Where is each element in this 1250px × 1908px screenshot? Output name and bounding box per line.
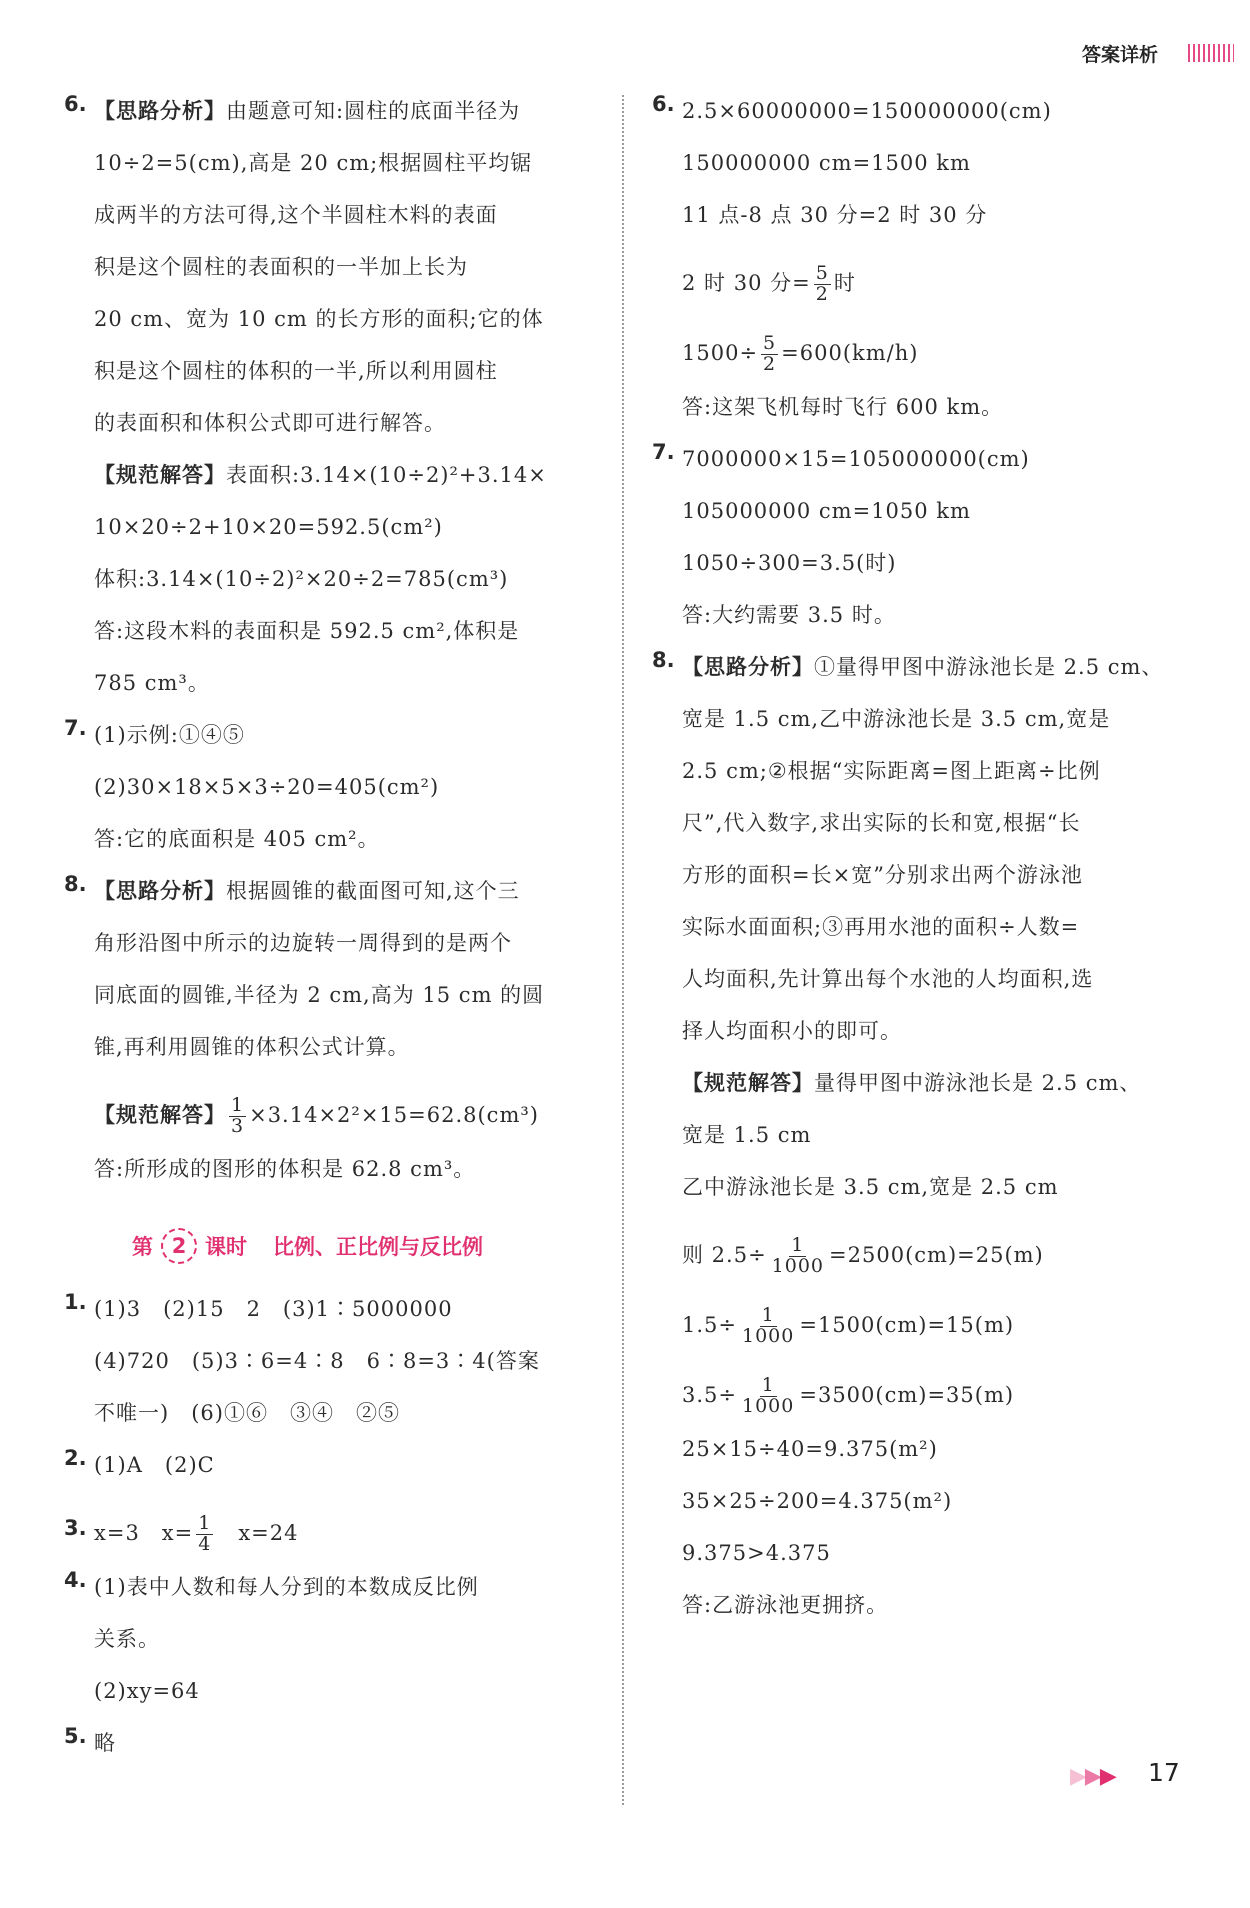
analysis-line: 20 cm、宽为 10 cm 的长方形的面积;它的体	[94, 307, 544, 331]
answer-line: 不唯一) (6)①⑥ ③④ ②⑤	[94, 1401, 400, 1425]
question-number: 4.	[64, 1568, 87, 1592]
solution-line: 答:这段木料的表面积是 592.5 cm²,体积是	[94, 619, 520, 643]
question-number: 8.	[64, 872, 87, 896]
analysis-line: 角形沿图中所示的边旋转一周得到的是两个	[94, 931, 512, 955]
solution-tag: 【规范解答】	[94, 1103, 226, 1127]
solution-line: 乙中游泳池长是 3.5 cm,宽是 2.5 cm	[682, 1175, 1059, 1199]
solution-line: 785 cm³。	[94, 671, 210, 695]
page-number: 17	[1148, 1758, 1180, 1787]
question-number: 8.	[652, 648, 675, 672]
question-number: 1.	[64, 1290, 87, 1314]
calc-line: 1050÷300=3.5(时)	[682, 551, 897, 575]
analysis-line: 成两半的方法可得,这个半圆柱木料的表面	[94, 203, 498, 227]
solution-line: 10×20÷2+10×20=592.5(cm²)	[94, 515, 443, 539]
analysis-line: 方形的面积=长×宽”分别求出两个游泳池	[682, 863, 1083, 887]
left-column	[64, 92, 594, 1776]
fraction: $\frac{1}{1000}$	[771, 1234, 825, 1277]
section-question-1	[64, 1290, 594, 1446]
answer-line: (1)示例:①④⑤	[94, 723, 245, 747]
analysis-tag: 【思路分析】	[94, 879, 226, 903]
fraction: $\frac{1}{1000}$	[742, 1374, 795, 1417]
question-7-left	[64, 716, 594, 872]
analysis-line: 同底面的圆锥,半径为 2 cm,高为 15 cm 的圆	[94, 983, 545, 1007]
analysis-tag: 【思路分析】	[94, 99, 226, 123]
analysis-line: 尺”,代入数字,求出实际的长和宽,根据“长	[682, 811, 1081, 835]
question-6-right: 6. 2.5×60000000=150000000(cm) 150000000 cm=1500 km 11 点-8 点 30 分=2 时 30 分 2 时 30 分= $\frac{5}{2}$ 时 1500÷ $\frac{5}{2}$ =600(km/h) 答:这架飞机每时飞行 600 km。	[652, 92, 1177, 440]
analysis-line: 择人均面积小的即可。	[682, 1019, 902, 1043]
fraction: $\frac{5}{2}$	[763, 332, 777, 375]
fraction: $\frac{1}{4}$	[198, 1512, 212, 1555]
question-number: 5.	[64, 1724, 87, 1748]
calc-line: 150000000 cm=1500 km	[682, 151, 971, 175]
analysis-line: 2.5 cm;②根据“实际距离=图上距离÷比例	[682, 759, 1101, 783]
calc-line: 35×25÷200=4.375(m²)	[682, 1489, 953, 1513]
solution-line: 表面积:3.14×(10÷2)²+3.14×	[226, 463, 547, 487]
question-number: 3.	[64, 1516, 87, 1540]
analysis-line: 人均面积,先计算出每个水池的人均面积,选	[682, 967, 1094, 991]
answer-line: 略	[94, 1731, 116, 1755]
calc-line: 105000000 cm=1050 km	[682, 499, 971, 523]
right-column	[652, 92, 1177, 1638]
answer-line: (4)720 (5)3∶6=4∶8 6∶8=3∶4(答案	[94, 1349, 540, 1373]
answer-line: 答:这架飞机每时飞行 600 km。	[682, 395, 1004, 419]
analysis-line: 由题意可知:圆柱的底面半径为	[226, 99, 521, 123]
lesson-number-badge: 2	[161, 1228, 197, 1264]
answer-line: 答:所形成的图形的体积是 62.8 cm³。	[94, 1157, 476, 1181]
analysis-line: 的表面积和体积公式即可进行解答。	[94, 411, 446, 435]
analysis-tag: 【思路分析】	[682, 655, 814, 679]
answer-line: 答:大约需要 3.5 时。	[682, 603, 896, 627]
answer-line: (1)A (2)C	[94, 1453, 215, 1477]
analysis-line: 根据圆锥的截面图可知,这个三	[226, 879, 520, 903]
calc-line: 2.5×60000000=150000000(cm)	[682, 99, 1052, 123]
question-8-right: 8. 【思路分析】①量得甲图中游泳池长是 2.5 cm、 宽是 1.5 cm,乙中游泳池长是 3.5 cm,宽是 2.5 cm;②根据“实际距离=图上距离÷比例 尺”,代入数字,求出实际的长和宽,根据“长 方形的面积=长×宽”分别求出两个游泳池 实际水面面积;③再用水池的面积÷人数= 人均面积,先计算出每个水池的人均面积,选 择人均面积小的即可。 【规范解答】量得甲图中游泳池长是 2.5 cm、 宽是 1.5 cm 乙中游泳池长是 3.5 cm,宽是 2.5 cm 则 2.5÷ $\frac{1}{1000}$ =2500(cm)=25(m) 1.5÷ $\frac{1}{1000}$ =1500(cm)=15(m) 3.5÷ $\frac{1}{1000}$ =3500(cm)=35(m) 25×15÷40=9.375(m²) 35×25÷200=4.375(m²) 9.375>4.375 答:乙游泳池更拥挤。	[652, 648, 1177, 1638]
answer-line: 答:乙游泳池更拥挤。	[682, 1593, 889, 1617]
calc-line: 7000000×15=105000000(cm)	[682, 447, 1030, 471]
solution-line: ×3.14×2²×15=62.8(cm³)	[249, 1103, 539, 1127]
question-6-left	[64, 92, 594, 716]
header-label: 答案详析	[1082, 44, 1159, 66]
section-question-4	[64, 1568, 594, 1724]
question-number: 2.	[64, 1446, 87, 1470]
analysis-line: 实际水面面积;③再用水池的面积÷人数=	[682, 915, 1080, 939]
header-decoration-bars	[1188, 44, 1234, 62]
calc-line: 9.375>4.375	[682, 1541, 831, 1565]
analysis-line: 10÷2=5(cm),高是 20 cm;根据圆柱平均锯	[94, 151, 533, 175]
solution-tag: 【规范解答】	[94, 463, 226, 487]
analysis-line: 积是这个圆柱的体积的一半,所以利用圆柱	[94, 359, 498, 383]
solution-tag: 【规范解答】	[682, 1071, 814, 1095]
column-divider	[622, 95, 624, 1805]
fraction: $\frac{1}{3}$	[231, 1094, 245, 1137]
solution-line: 体积:3.14×(10÷2)²×20÷2=785(cm³)	[94, 567, 509, 591]
analysis-line: 锥,再利用圆锥的体积公式计算。	[94, 1035, 410, 1059]
analysis-line: ①量得甲图中游泳池长是 2.5 cm、	[814, 655, 1164, 679]
section-title: 第 2 课时 比例、正比例与反比例	[132, 1228, 594, 1264]
calc-line: 11 点-8 点 30 分=2 时 30 分	[682, 203, 988, 227]
analysis-line: 积是这个圆柱的表面积的一半加上长为	[94, 255, 468, 279]
answer-line: 答:它的底面积是 405 cm²。	[94, 827, 380, 851]
answer-line: (1)3 (2)15 2 (3)1∶5000000	[94, 1297, 453, 1321]
calc-line: 25×15÷40=9.375(m²)	[682, 1437, 938, 1461]
question-number: 6.	[64, 92, 87, 116]
question-number: 7.	[652, 440, 675, 464]
section-question-2	[64, 1446, 594, 1498]
section-question-5	[64, 1724, 594, 1776]
question-8-left	[64, 872, 594, 1202]
question-number: 6.	[652, 92, 675, 116]
question-number: 7.	[64, 716, 87, 740]
answer-line: 关系。	[94, 1627, 160, 1651]
page-arrows-icon: ▶▶▶	[1070, 1764, 1115, 1789]
answer-line: (2)30×18×5×3÷20=405(cm²)	[94, 775, 440, 799]
analysis-line: 宽是 1.5 cm,乙中游泳池长是 3.5 cm,宽是	[682, 707, 1111, 731]
fraction: $\frac{5}{2}$	[815, 262, 829, 305]
answer-line: (2)xy=64	[94, 1679, 200, 1703]
solution-line: 量得甲图中游泳池长是 2.5 cm、	[814, 1071, 1142, 1095]
answer-line: (1)表中人数和每人分到的本数成反比例	[94, 1575, 479, 1599]
section-question-3: 3. x=3 x= $\frac{1}{4}$ x=24	[64, 1512, 299, 1555]
solution-line: 宽是 1.5 cm	[682, 1123, 812, 1147]
fraction: $\frac{1}{1000}$	[742, 1304, 795, 1347]
question-7-right	[652, 440, 1177, 648]
